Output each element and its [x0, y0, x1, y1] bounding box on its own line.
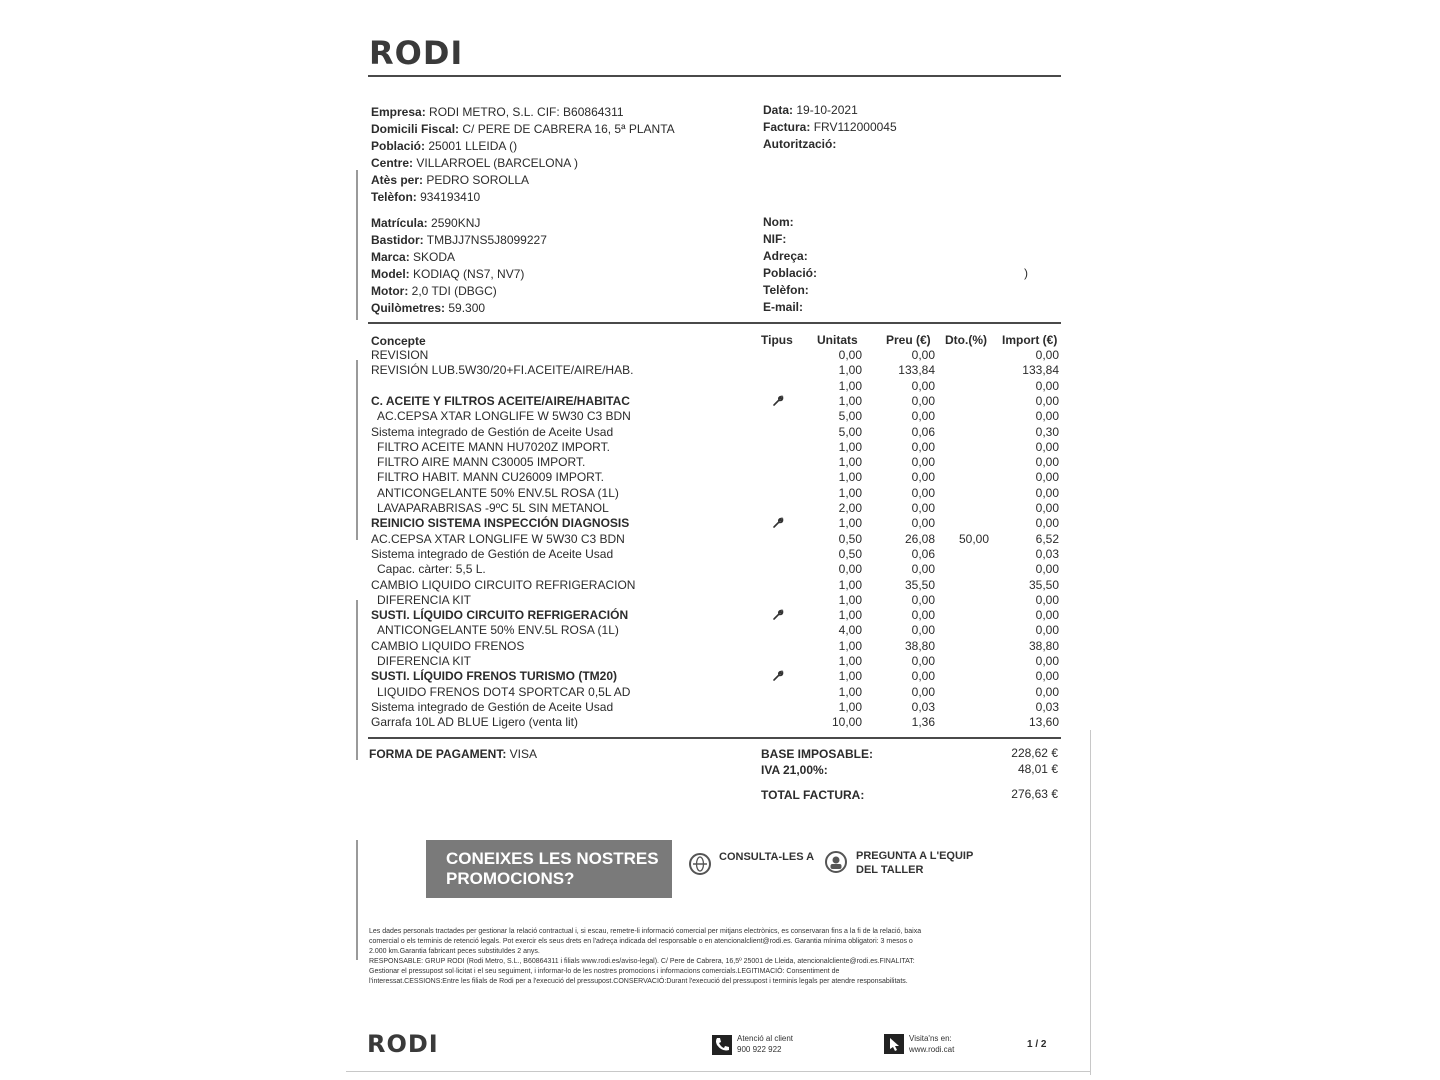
- table-row: [0, 363, 1440, 378]
- row-amount: 0,00: [1035, 516, 1059, 531]
- row-price: 26,08: [904, 531, 935, 546]
- row-price: 133,84: [898, 363, 935, 378]
- wrench-icon: [772, 395, 784, 407]
- row-units: 0,50: [838, 546, 862, 561]
- row-units: 1,00: [838, 577, 862, 592]
- web-url: www.rodi.cat: [909, 1045, 955, 1054]
- row-amount: 0,00: [1035, 501, 1059, 515]
- row-price: 0,00: [911, 623, 935, 638]
- table-row: [0, 516, 1440, 531]
- phone-label: Atenció al client: [737, 1034, 794, 1043]
- table-row: [0, 715, 1440, 730]
- row-units: 1,00: [838, 592, 862, 607]
- row-units: 5,00: [838, 424, 862, 439]
- row-price: 0,00: [911, 562, 935, 577]
- row-units: 4,00: [838, 623, 862, 638]
- row-price: 38,80: [904, 638, 935, 653]
- row-amount: 6,52: [1035, 531, 1059, 546]
- row-price: 0,00: [911, 393, 935, 408]
- table-row: [0, 532, 1440, 547]
- row-units: 1,00: [838, 363, 862, 378]
- table-row: [0, 562, 1440, 577]
- col-dto: Dto.(%): [945, 333, 987, 347]
- row-price: 0,00: [911, 669, 935, 684]
- client-poblacio-paren: ): [1024, 266, 1028, 280]
- row-concept: FILTRO ACEITE MANN HU7020Z IMPORT.: [377, 439, 610, 454]
- row-concept: Garrafa 10L AD BLUE Ligero (venta lit): [371, 715, 578, 730]
- vehicle-bastidor: Bastidor: TMBJJ7NS5J8099227: [371, 233, 547, 247]
- row-units: 1,00: [838, 699, 862, 714]
- row-price: 0,00: [911, 470, 935, 485]
- company-ates-per: Atès per: PEDRO SOROLLA: [371, 173, 530, 187]
- row-price: 0,00: [911, 684, 935, 699]
- row-price: 0,06: [911, 424, 935, 439]
- row-price: 0,00: [911, 592, 935, 607]
- table-row: [0, 578, 1440, 593]
- wrench-icon: [772, 609, 784, 621]
- row-concept: FILTRO AIRE MANN C30005 IMPORT.: [377, 455, 586, 470]
- legal-line: Gestionar el pressupost sol·licitat i el seu seguiment, i informar-lo de les nostres promocions i informacions comercials.LEGITIMACIÓ: Consentiment de: [369, 968, 840, 975]
- table-bottom-rule: [368, 737, 1061, 739]
- row-concept: SUSTI. LÍQUIDO CIRCUITO REFRIGERACIÓN: [371, 608, 629, 623]
- row-price: 0,03: [911, 699, 935, 714]
- row-units: 1,00: [838, 470, 862, 485]
- client-adreca: Adreça:: [763, 249, 808, 263]
- row-concept: FILTRO HABIT. MANN CU26009 IMPORT.: [377, 470, 604, 485]
- row-concept: ANTICONGELANTE 50% ENV.5L ROSA (1L): [377, 623, 619, 638]
- table-row: [0, 623, 1440, 638]
- row-concept: Sistema integrado de Gestión de Aceite Usad: [371, 699, 614, 714]
- client-nom: Nom:: [763, 215, 794, 229]
- vehicle-matricula: Matrícula: 2590KNJ: [371, 216, 481, 230]
- row-units: 1,00: [838, 684, 862, 699]
- row-amount: 13,60: [1028, 715, 1059, 730]
- row-price: 35,50: [904, 577, 935, 592]
- col-import: Import (€): [1002, 333, 1058, 347]
- row-concept: DIFERENCIA KIT: [377, 654, 472, 668]
- total-factura-label: TOTAL FACTURA:: [761, 788, 865, 802]
- legal-line: comercial o els terminis de retenció legals. Pot exercir els seus drets en l'adreça indicada del responsable o en atencionalclient@rodi.es. Garantia mínima obligatori: 3 mesos o: [369, 938, 913, 945]
- row-price: 0,00: [911, 348, 935, 362]
- rodi-logo-top: RODI: [369, 34, 464, 72]
- cursor-icon: [884, 1034, 904, 1054]
- table-row: [0, 547, 1440, 562]
- phone-number: 900 922 922: [737, 1045, 782, 1054]
- vehicle-quilometres: Quilòmetres: 59.300: [371, 301, 486, 315]
- table-row: [0, 470, 1440, 485]
- row-concept: LIQUIDO FRENOS DOT4 SPORTCAR 0,5L AD: [377, 684, 631, 699]
- scan-bottom-edge: [346, 1071, 1091, 1072]
- invoice-authorization: Autorització:: [763, 137, 837, 151]
- promo-consult: CONSULTA-LES A: [719, 851, 815, 863]
- col-preu: Preu (€): [886, 333, 931, 347]
- globe-icon: [689, 853, 711, 875]
- promo-banner: [426, 840, 672, 898]
- row-amount: 0,00: [1035, 348, 1059, 362]
- legal-line: RESPONSABLE: GRUP RODI (Rodi Metro, S.L., B60864311 i filials www.rodi.es/aviso-legal). C/ Pere de Cabrera, 16,5º 25001 de Lleida, atencionalcliente@rodi.es.FINALITAT:: [369, 958, 915, 965]
- table-row: [0, 700, 1440, 715]
- legal-line: 2.000 km.Garantia fabricant peces substituïdes 2 anys.: [369, 948, 540, 955]
- total-factura-value: 276,63 €: [1011, 787, 1058, 801]
- row-price: 0,00: [911, 654, 935, 668]
- table-row: [0, 440, 1440, 455]
- payment-method: FORMA DE PAGAMENT: VISA: [369, 747, 538, 761]
- row-amount: 35,50: [1028, 577, 1059, 592]
- row-amount: 0,00: [1035, 378, 1059, 393]
- table-row: [0, 409, 1440, 424]
- row-amount: 0,00: [1035, 669, 1059, 684]
- row-units: 0,00: [838, 562, 862, 577]
- promo-ask-line-1: PREGUNTA A L'EQUIP: [856, 850, 974, 862]
- legal-line: Les dades personals tractades per gestionar la relació contractual i, si escau, remetre-li informació comercial per mitjans electrònics, es conservaran fins a la fi de la relació, baixa: [369, 928, 922, 935]
- row-amount: 0,00: [1035, 608, 1059, 623]
- row-units: 1,00: [838, 393, 862, 408]
- table-row: [0, 501, 1440, 516]
- row-units: 1,00: [838, 455, 862, 470]
- table-row: [0, 639, 1440, 654]
- row-concept: REVISION: [371, 348, 429, 362]
- rodi-logo-bottom: RODI: [367, 1030, 439, 1058]
- table-top-rule: [368, 322, 1061, 324]
- vehicle-motor: Motor: 2,0 TDI (DBGC): [371, 284, 497, 298]
- col-unitats: Unitats: [817, 333, 858, 347]
- row-units: 10,00: [831, 715, 862, 730]
- row-price: 0,00: [911, 516, 935, 531]
- company-telefon: Telèfon: 934193410: [371, 190, 481, 204]
- table-row: [0, 669, 1440, 684]
- client-poblacio: Població:: [763, 266, 818, 280]
- row-amount: 0,30: [1035, 424, 1059, 439]
- client-telefon: Telèfon:: [763, 283, 809, 297]
- row-price: 0,00: [911, 439, 935, 454]
- table-row: [0, 593, 1440, 608]
- row-units: 1,00: [838, 439, 862, 454]
- row-concept: Sistema integrado de Gestión de Aceite Usad: [371, 424, 614, 439]
- row-units: 1,00: [838, 516, 862, 531]
- row-units: 2,00: [838, 501, 862, 515]
- table-row: [0, 685, 1440, 700]
- web-label: Visita'ns en:: [909, 1034, 952, 1043]
- row-dto: 50,00: [958, 531, 989, 546]
- client-nif: NIF:: [763, 232, 787, 246]
- wrench-icon: [772, 670, 784, 682]
- row-concept: CAMBIO LIQUIDO CIRCUITO REFRIGERACION: [371, 577, 636, 592]
- row-price: 0,00: [911, 409, 935, 424]
- row-amount: 0,00: [1035, 455, 1059, 470]
- table-row: [0, 348, 1440, 363]
- table-row: [0, 608, 1440, 623]
- row-amount: 133,84: [1022, 363, 1059, 378]
- row-units: 1,00: [838, 485, 862, 500]
- vehicle-marca: Marca: SKODA: [371, 250, 456, 264]
- company-poblacio: Població: 25001 LLEIDA (): [371, 139, 518, 153]
- table-row: [0, 425, 1440, 440]
- header-rule: [368, 75, 1061, 77]
- col-concepte: Concepte: [371, 334, 426, 348]
- iva-value: 48,01 €: [1017, 762, 1058, 776]
- row-concept: Capac. càrter: 5,5 L.: [377, 562, 486, 577]
- row-amount: 0,03: [1035, 546, 1059, 561]
- row-amount: 0,00: [1035, 409, 1059, 424]
- row-concept: REINICIO SISTEMA INSPECCIÓN DIAGNOSIS: [371, 516, 630, 531]
- row-concept: REVISIÓN LUB.5W30/20+FI.ACEITE/AIRE/HAB.: [371, 363, 634, 378]
- wrench-icon: [772, 517, 784, 529]
- row-price: 0,00: [911, 485, 935, 500]
- promo-line-1: CONEIXES LES NOSTRES: [446, 849, 659, 868]
- row-concept: SUSTI. LÍQUIDO FRENOS TURISMO (TM20): [371, 669, 618, 684]
- row-concept: DIFERENCIA KIT: [377, 592, 472, 607]
- scan-right-edge: [1090, 730, 1091, 1075]
- table-row: [0, 455, 1440, 470]
- row-units: 0,00: [838, 348, 862, 362]
- company-centre: Centre: VILLARROEL (BARCELONA ): [371, 156, 578, 170]
- row-concept: ANTICONGELANTE 50% ENV.5L ROSA (1L): [377, 485, 619, 500]
- row-amount: 0,00: [1035, 592, 1059, 607]
- row-amount: 0,00: [1035, 654, 1059, 668]
- invoice-date: Data: 19-10-2021: [763, 103, 858, 117]
- row-concept: AC.CEPSA XTAR LONGLIFE W 5W30 C3 BDN: [377, 409, 631, 424]
- client-email: E-mail:: [763, 300, 804, 314]
- invoice-number: Factura: FRV112000045: [763, 120, 897, 134]
- row-amount: 38,80: [1028, 638, 1059, 653]
- row-amount: 0,00: [1035, 684, 1059, 699]
- iva-label: IVA 21,00%:: [761, 763, 828, 777]
- company-empresa: Empresa: RODI METRO, S.L. CIF: B60864311: [371, 105, 624, 119]
- row-amount: 0,00: [1035, 439, 1059, 454]
- row-units: 5,00: [838, 409, 862, 424]
- row-amount: 0,00: [1035, 562, 1059, 577]
- legal-line: l'interessat.CESSIONS:Entre les filials de Rodi per a l'execució del pressupost.CONSERVACIÓ:Durant l'execució del pressupost i terminis legals per atendre responsabilitats.: [369, 978, 908, 985]
- scan-margin-mark: [356, 170, 358, 320]
- phone-icon: [712, 1035, 732, 1055]
- base-imposable-label: BASE IMPOSABLE:: [761, 747, 874, 761]
- row-units: 1,00: [838, 669, 862, 684]
- row-amount: 0,00: [1035, 623, 1059, 638]
- row-concept: C. ACEITE Y FILTROS ACEITE/AIRE/HABITAC: [371, 393, 630, 408]
- row-concept: CAMBIO LIQUIDO FRENOS: [371, 638, 525, 653]
- row-price: 0,00: [911, 501, 935, 515]
- row-units: 1,00: [838, 638, 862, 653]
- row-price: 1,36: [911, 715, 935, 730]
- col-tipus: Tipus: [761, 333, 793, 347]
- row-units: 1,00: [838, 378, 862, 393]
- table-row: [0, 654, 1440, 669]
- page-number: 1 / 2: [1027, 1039, 1047, 1050]
- row-price: 0,00: [911, 455, 935, 470]
- table-row: [0, 394, 1440, 409]
- table-row: [0, 379, 1440, 394]
- row-units: 0,50: [838, 531, 862, 546]
- row-price: 0,00: [911, 378, 935, 393]
- row-units: 1,00: [838, 608, 862, 623]
- table-row: [0, 486, 1440, 501]
- promo-ask-line-2: DEL TALLER: [856, 864, 924, 876]
- row-units: 1,00: [838, 654, 862, 668]
- row-concept: LAVAPARABRISAS -9ºC 5L SIN METANOL: [377, 501, 609, 515]
- row-amount: 0,00: [1035, 393, 1059, 408]
- row-price: 0,06: [911, 546, 935, 561]
- company-domicili: Domicili Fiscal: C/ PERE DE CABRERA 16, 5ª PLANTA: [371, 122, 675, 136]
- mechanic-icon: [825, 851, 847, 873]
- row-amount: 0,00: [1035, 470, 1059, 485]
- row-amount: 0,00: [1035, 485, 1059, 500]
- base-imposable-value: 228,62 €: [1011, 746, 1058, 760]
- vehicle-model: Model: KODIAQ (NS7, NV7): [371, 267, 525, 281]
- row-price: 0,00: [911, 608, 935, 623]
- row-concept: AC.CEPSA XTAR LONGLIFE W 5W30 C3 BDN: [371, 531, 625, 546]
- scan-margin-mark: [356, 840, 358, 960]
- row-concept: Sistema integrado de Gestión de Aceite Usad: [371, 546, 614, 561]
- promo-line-2: PROMOCIONS?: [446, 869, 575, 888]
- row-amount: 0,03: [1035, 699, 1059, 714]
